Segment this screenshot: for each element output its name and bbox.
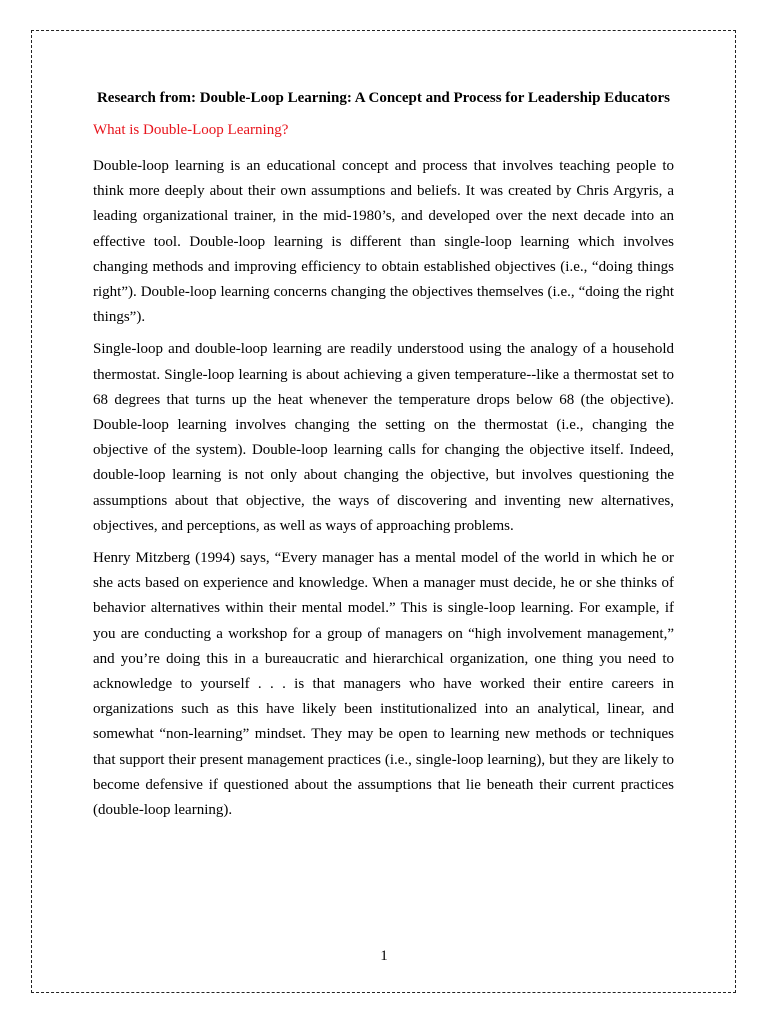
document-body — [93, 86, 674, 830]
paragraph-1: Double-loop learning is an educational concept and process that involves teaching people to think more deeply about their own assumptions and beliefs. It was created by Chris Argyris, a leading organizational trainer, in the mid-1980’s, and developed over the next decade into an effective tool. Double-loop learning is different than single-loop learning which involves changing methods and improving efficiency to obtain established objectives (i.e., “doing things right”). Double-loop learning concerns changing the objectives themselves (i.e., “doing the right things”). — [93, 158, 674, 326]
document-title: Research from: Double-Loop Learning: A Concept and Process for Leadership Educators — [96, 90, 671, 106]
section-heading: What is Double-Loop Learning? — [93, 122, 289, 138]
paragraph-3: Henry Mitzberg (1994) says, “Every manager has a mental model of the world in which he or she acts based on experience and knowledge. When a manager must decide, he or she thinks of behavior alternatives within their mental model.” This is single-loop learning. For example, if you are conducting a workshop for a group of managers on “high involvement management,” and you’re doing this in a bureaucratic and hierarchical organization, one thing you need to acknowledge to yourself . . . is that managers who have worked their entire careers in organizations such as this have likely been institutionalized into an analytical, linear, and somewhat “non-learning” mindset. They may be open to learning new methods or techniques that support their present management practices (i.e., single-loop learning), but they are likely to become defensive if questioned about the assumptions that lie beneath their current practices (double-loop learning). — [93, 550, 674, 819]
page-number: 1 — [380, 948, 388, 964]
paragraph-2: Single-loop and double-loop learning are readily understood using the analogy of a household thermostat. Single-loop learning is about achieving a given temperature--like a thermostat set to 68 degrees that turns up the heat whenever the temperature drops below 68 (the objective). Double-loop learning involves changing the setting on the thermostat (i.e., changing the objective of the system). Double-loop learning calls for changing the objective itself. Indeed, double-loop learning is not only about changing the objective, but involves questioning the assumptions about that objective, the ways of discovering and inventing new alternatives, objectives, and perceptions, as well as ways of approaching problems. — [93, 341, 674, 534]
